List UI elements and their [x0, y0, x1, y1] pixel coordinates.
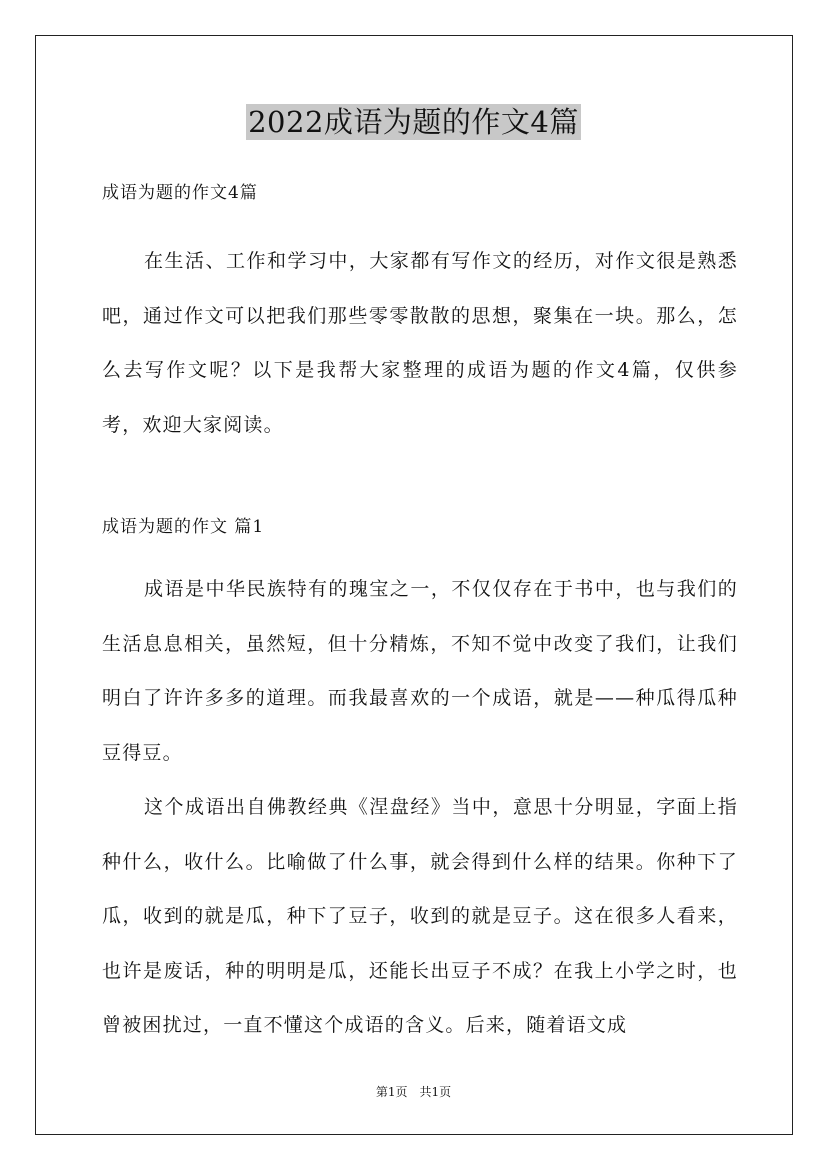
- title-container: [0, 104, 827, 140]
- body-paragraph-1: 成语是中华民族特有的瑰宝之一，不仅仅存在于书中，也与我们的生活息息相关，虽然短，但十分精炼，不知不觉中改变了我们，让我们明白了许许多多的道理。而我最喜欢的一个成语，就是——种瓜得瓜种豆得豆。: [102, 578, 738, 764]
- intro-paragraph: 在生活、工作和学习中，大家都有写作文的经历，对作文很是熟悉吧，通过作文可以把我们那些零零散散的思想，聚集在一块。那么，怎么去写作文呢？以下是我帮大家整理的成语为题的作文4篇，仅供参考，欢迎大家阅读。: [102, 250, 738, 436]
- document-body: [102, 178, 738, 1053]
- document-subtitle: 成语为题的作文4篇: [102, 183, 258, 203]
- body-paragraph-2: 这个成语出自佛教经典《涅盘经》当中，意思十分明显，字面上指种什么，收什么。比喻做了什么事，就会得到什么样的结果。你种下了瓜，收到的就是瓜，种下了豆子，收到的就是豆子。这在很多人看来，也许是废话，种的明明是瓜，还能长出豆子不成？在我上小学之时，也曾被困扰过，一直不懂这个成语的含义。后来，随着语文成: [102, 796, 738, 1036]
- document-title: 2022成语为题的作文4篇: [248, 105, 579, 139]
- page-footer: 第1页 共1页: [375, 1085, 452, 1099]
- section-heading: 成语为题的作文 篇1: [102, 517, 265, 537]
